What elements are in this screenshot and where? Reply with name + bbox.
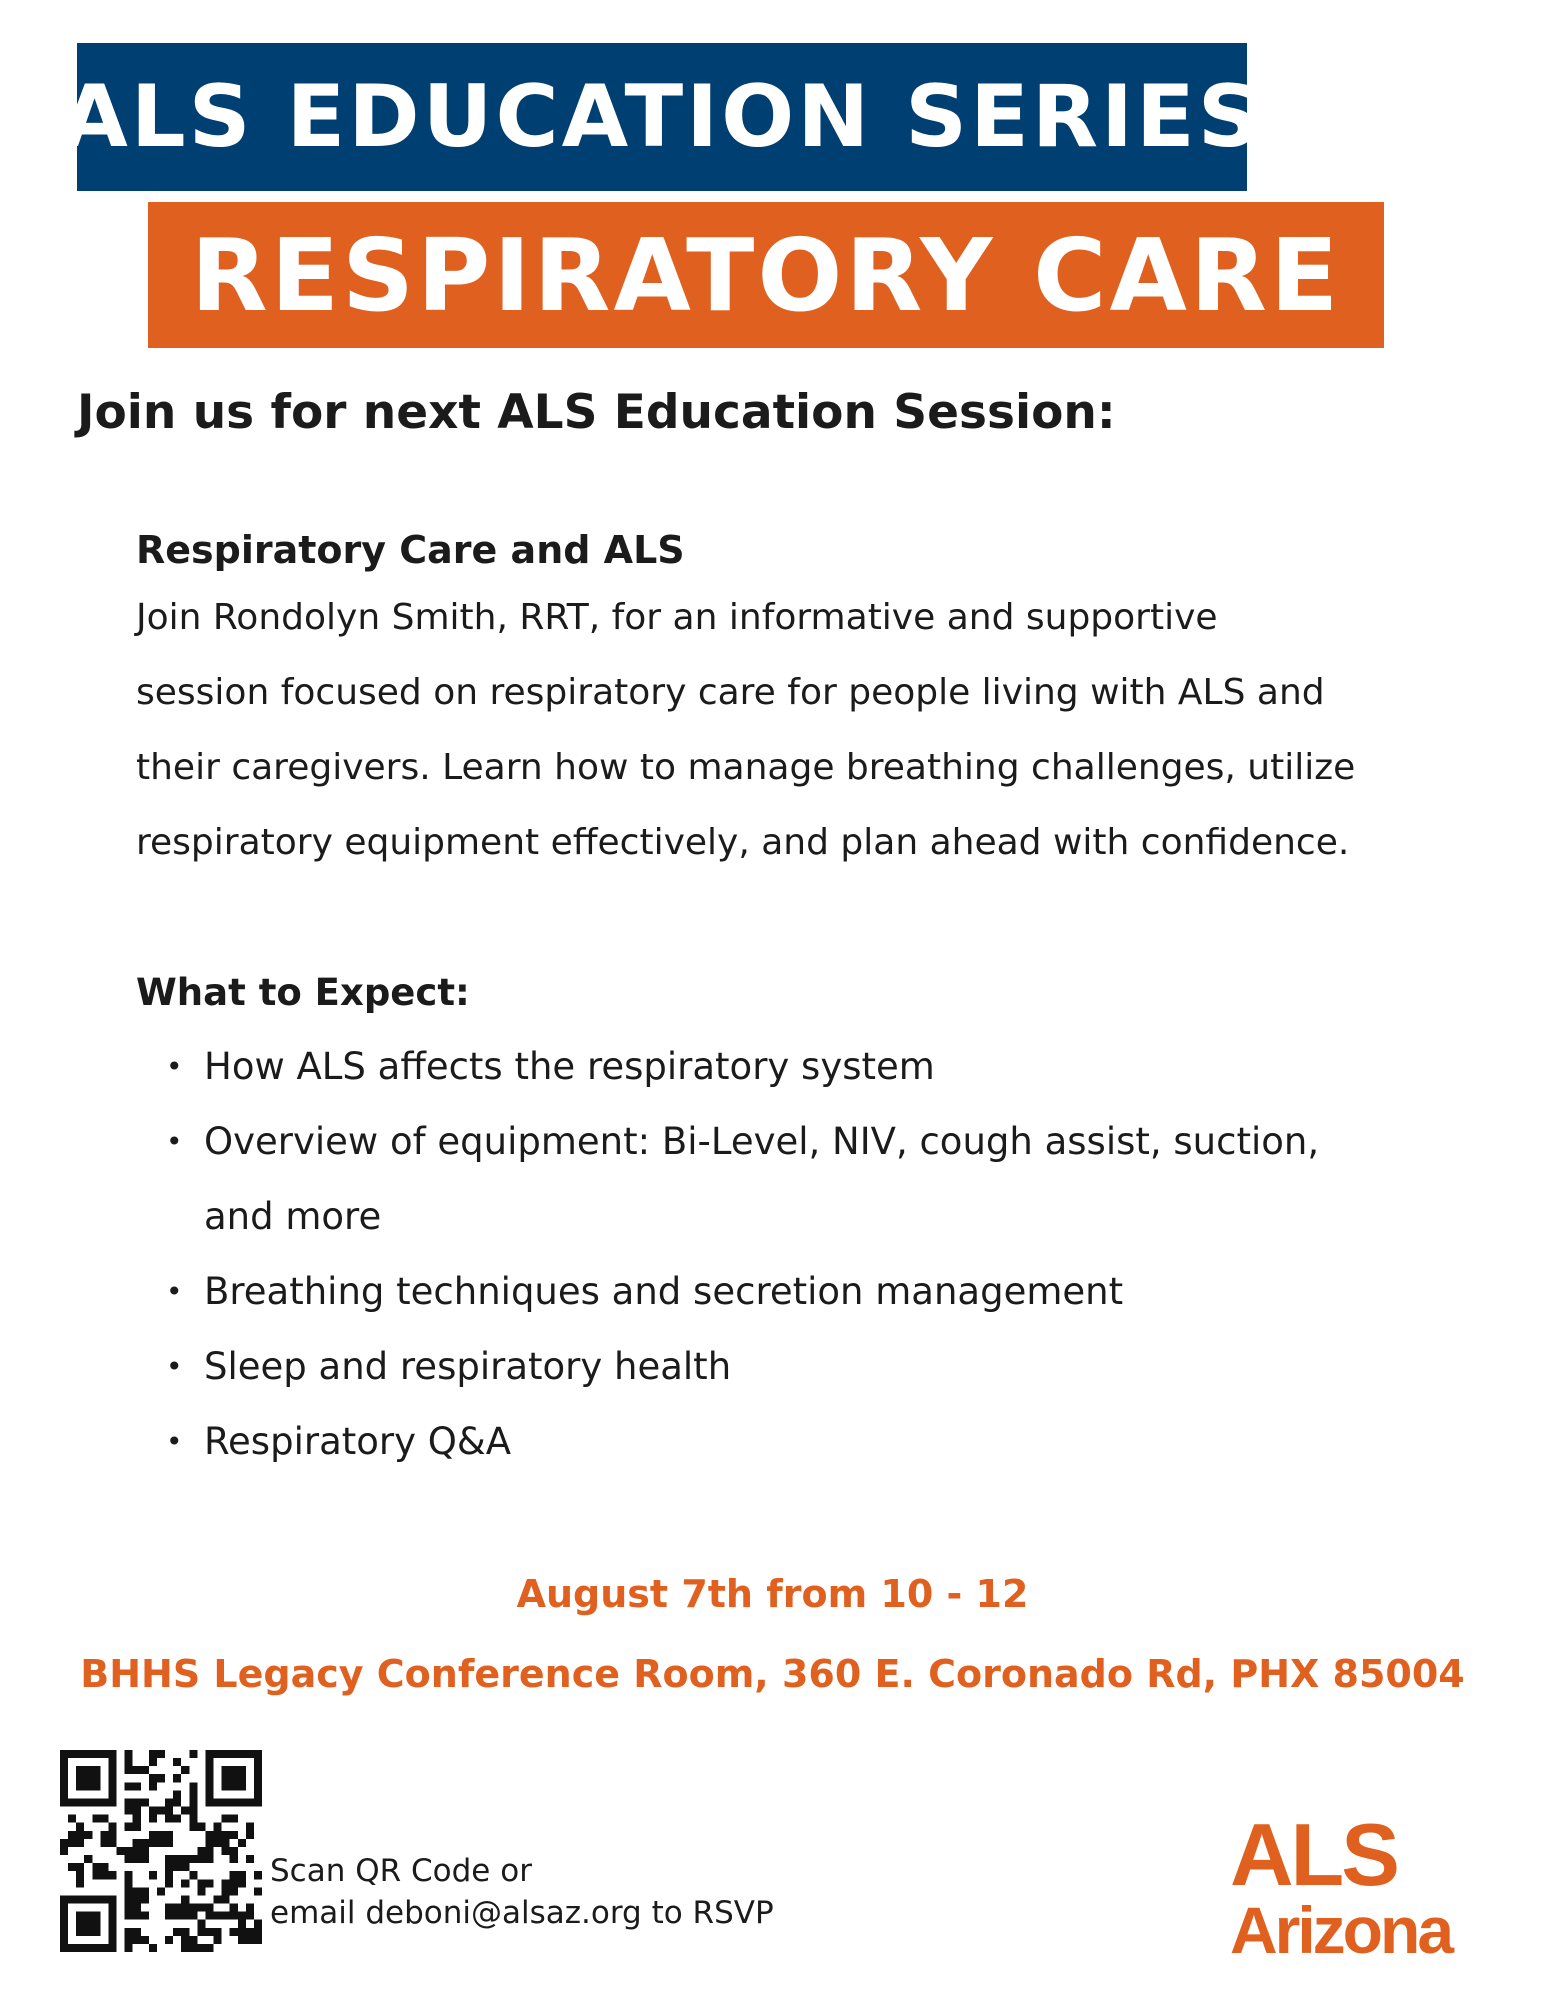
bullet-icon: •	[166, 1125, 183, 1158]
description-line: Join Rondolyn Smith, RRT, for an informative and supportive	[136, 597, 1218, 638]
bullet-icon: •	[166, 1050, 183, 1083]
description-line: session focused on respiratory care for people living with ALS and	[136, 672, 1325, 713]
list-item: • How ALS affects the respiratory system	[136, 1029, 1436, 1104]
als-arizona-logo	[1230, 1805, 1452, 1967]
bullet-icon: •	[166, 1275, 183, 1308]
list-item: • Overview of equipment: Bi-Level, NIV, cough assist, suction, and more	[136, 1104, 1436, 1254]
expect-list	[136, 1029, 1436, 1479]
rsvp-line-1: Scan QR Code or	[270, 1853, 532, 1889]
rsvp-line-2: email deboni@alsaz.org to RSVP	[270, 1895, 774, 1931]
rsvp-text	[270, 1850, 774, 1934]
intro-heading: Join us for next ALS Education Session:	[77, 385, 1116, 440]
series-banner	[61, 43, 1263, 191]
list-item: • Respiratory Q&A	[136, 1404, 1436, 1479]
list-item: • Sleep and respiratory health	[136, 1329, 1436, 1404]
logo-line-2: Arizona	[1230, 1893, 1452, 1967]
expect-heading: What to Expect:	[136, 971, 470, 1014]
qr-code-icon[interactable]	[60, 1750, 262, 1952]
list-item: • Breathing techniques and secretion management	[136, 1254, 1436, 1329]
event-location: BHHS Legacy Conference Room, 360 E. Coronado Rd, PHX 85004	[80, 1652, 1465, 1696]
bullet-icon: •	[166, 1350, 183, 1383]
series-title: ALS EDUCATION SERIES	[61, 67, 1263, 167]
session-content	[136, 520, 1436, 1479]
topic-title: RESPIRATORY CARE	[190, 216, 1342, 334]
description-line: their caregivers. Learn how to manage breathing challenges, utilize	[136, 747, 1356, 788]
session-description	[136, 580, 1436, 880]
topic-banner	[148, 202, 1384, 348]
bullet-icon: •	[166, 1425, 183, 1458]
logo-line-1: ALS	[1230, 1805, 1397, 1904]
description-line: respiratory equipment effectively, and plan ahead with confidence.	[136, 822, 1350, 863]
event-date: August 7th from 10 - 12	[516, 1572, 1029, 1616]
session-title: Respiratory Care and ALS	[136, 528, 685, 572]
